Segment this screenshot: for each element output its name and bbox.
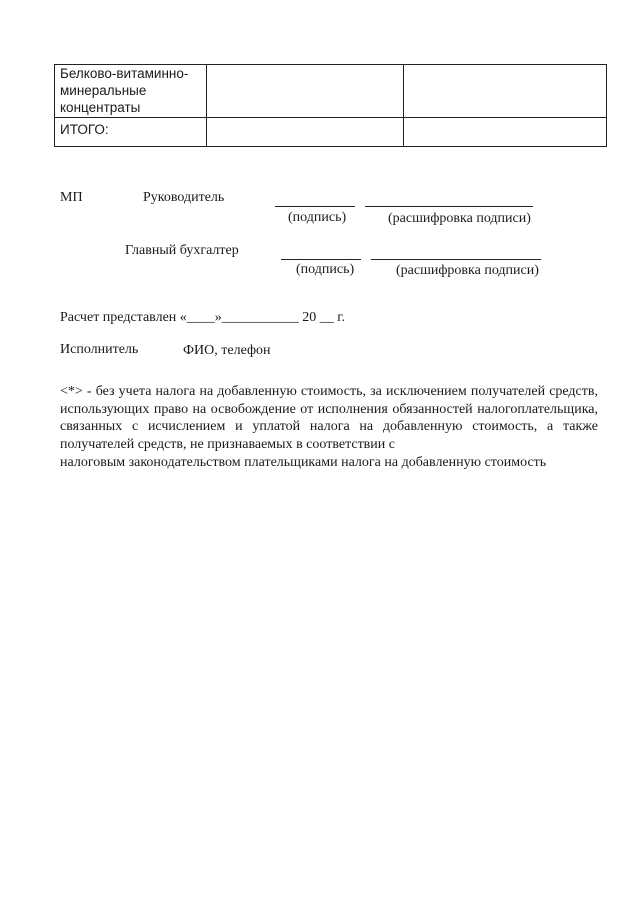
stamp-place-label: МП (60, 190, 83, 205)
footnote-paragraph (60, 383, 598, 472)
executor-value: ФИО, телефон (183, 343, 271, 358)
table-row (55, 118, 607, 147)
footnote-line: стоимость, а также получателей средств, не признаваемых в соответствии с (60, 419, 598, 453)
accountant-decode-line (371, 259, 541, 260)
table-row (55, 65, 607, 118)
table-cell-total-label: ИТОГО: (55, 118, 207, 147)
footnote-line: <*> - без учета налога на добавленную стоимость, за исключением получателей (60, 384, 546, 399)
footnote-line: налоговым законодательством плательщиками налога на добавленную стоимость (60, 454, 547, 470)
table-cell (404, 65, 607, 118)
summary-table (54, 64, 607, 147)
head-sign-caption: (подпись) (288, 210, 347, 225)
head-decode-line (365, 206, 533, 207)
row-label-line: минеральные (60, 83, 147, 98)
row-label-line: Белково-витаминно- (60, 66, 189, 81)
accountant-signature-line (281, 259, 361, 260)
accountant-decode-caption: (расшифровка подписи) (396, 263, 539, 278)
calculation-date-line: Расчет представлен «____»___________ 20 __ г. (60, 310, 345, 325)
table-cell (404, 118, 607, 147)
head-role-label: Руководитель (143, 190, 225, 205)
footnote-line: налогоплательщика, связанных с исчислением и уплатой налога на добавленную (60, 401, 599, 435)
executor-label: Исполнитель (60, 342, 139, 357)
table-cell-label (55, 65, 207, 118)
table-cell (207, 118, 404, 147)
footnote-line: средств, использующих право на освобождение от исполнения обязанностей (60, 384, 598, 417)
table-cell (207, 65, 404, 118)
head-signature-line (275, 206, 355, 207)
accountant-sign-caption: (подпись) (296, 262, 355, 277)
head-decode-caption: (расшифровка подписи) (388, 211, 531, 226)
accountant-role-label: Главный бухгалтер (125, 243, 239, 258)
row-label-line: концентраты (60, 100, 141, 115)
